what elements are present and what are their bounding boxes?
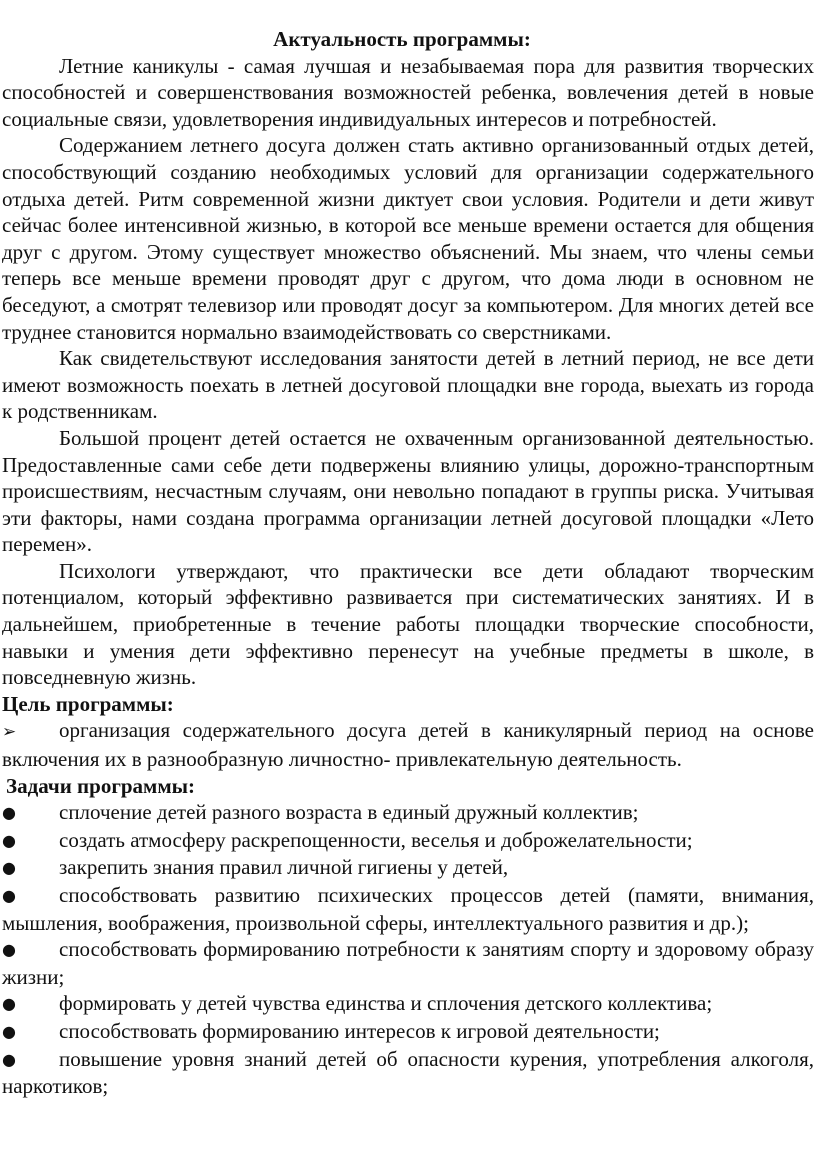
paragraph: Психологи утверждают, что практически все дети обладают творческим потенциалом, который эффективно развивается при систематических занятиях. И в дальнейшем, приобретенные в течение работы площадки творческие способности, навыки и умения дети эффективно перенесут на учебные предметы в школе, в повседневную жизнь. [2, 558, 814, 690]
list-item [2, 717, 814, 772]
round-bullet-icon: ● [2, 830, 16, 850]
paragraph: Содержанием летнего досуга должен стать активно организованный отдых детей, способствующий созданию необходимых условий для организации содержательного отдыха детей. Ритм современной жизни диктует свои условия. Родители и дети живут сейчас более интенсивной жизнью, в которой все меньше времени остается для общения друг с другом. Этому существует множество объяснений. Мы знаем, что члены семьи теперь все меньше времени проводят друг с другом, что дома люди в основном не беседуют, а смотрят телевизор или проводят досуг за компьютером. Для многих детей все труднее становится нормально взаимодействовать со сверстниками. [2, 133, 814, 344]
arrowhead-bullet-icon: ➢ [2, 722, 17, 743]
list-item [2, 827, 814, 855]
round-bullet-icon: ● [2, 803, 16, 823]
list-item-text: организация содержательного досуга детей в каникулярный период на основе включения их в разнообразную личностно- привлекательную деятельность. [2, 718, 814, 772]
round-bullet-icon: ● [2, 940, 16, 960]
list-item-text: создать атмосферу раскрепощенности, веселья и доброжелательности; [59, 827, 693, 852]
goal-heading: Цель программы: [2, 691, 174, 716]
goal-list [2, 717, 814, 772]
round-bullet-icon: ● [2, 994, 16, 1014]
list-item [2, 1046, 814, 1100]
tasks-list [2, 799, 814, 1100]
list-item [2, 1018, 814, 1046]
list-item [2, 854, 814, 882]
tasks-heading: Задачи программы: [6, 773, 196, 798]
list-item [2, 936, 814, 990]
round-bullet-icon: ● [2, 858, 16, 878]
round-bullet-icon: ● [2, 1021, 16, 1041]
document-title: Актуальность программы: [273, 27, 531, 51]
list-item [2, 799, 814, 827]
paragraph: Летние каникулы - самая лучшая и незабываемая пора для развития творческих способностей и совершенствования возможностей ребенка, вовлечения детей в новые социальные связи, удовлетворения индивидуальных интересов и потребностей. [2, 53, 814, 131]
list-item-text: формировать у детей чувства единства и сплочения детского коллектива; [59, 991, 713, 1016]
round-bullet-icon: ● [2, 886, 16, 905]
list-item-text: способствовать формированию интересов к игровой деятельности; [59, 1018, 660, 1043]
list-item-text: повышение уровня знаний детей об опасности курения, употребления алкоголя, наркотиков; [2, 1046, 814, 1099]
list-item-text: способствовать формированию потребности к занятиям спорту и здоровому образу жизни; [2, 937, 814, 989]
list-item-text: закрепить знания правил личной гигиены у детей, [59, 855, 509, 880]
paragraph: Как свидетельствуют исследования занятости детей в летний период, не все дети имеют возможность поехать в летней досуговой площадки вне города, выехать из города к родственникам. [2, 346, 814, 424]
list-item-text: способствовать развитию психических процессов детей (памяти, внимания, мышления, воображения, произвольной сферы, интеллектуального развития и др.); [2, 883, 814, 935]
paragraph: Большой процент детей остается не охваченным организованной деятельностью. Предоставленные сами себе дети подвержены влиянию улицы, дорожно-транспортным происшествиям, несчастным случаям, они невольно попадают в группы риска. Учитывая эти факторы, нами создана программа организации летней досуговой площадки «Лето перемен». [2, 425, 814, 557]
list-item [2, 990, 814, 1018]
round-bullet-icon: ● [2, 1049, 16, 1069]
list-item-text: сплочение детей разного возраста в единый дружный коллектив; [59, 800, 639, 825]
list-item [2, 882, 814, 936]
